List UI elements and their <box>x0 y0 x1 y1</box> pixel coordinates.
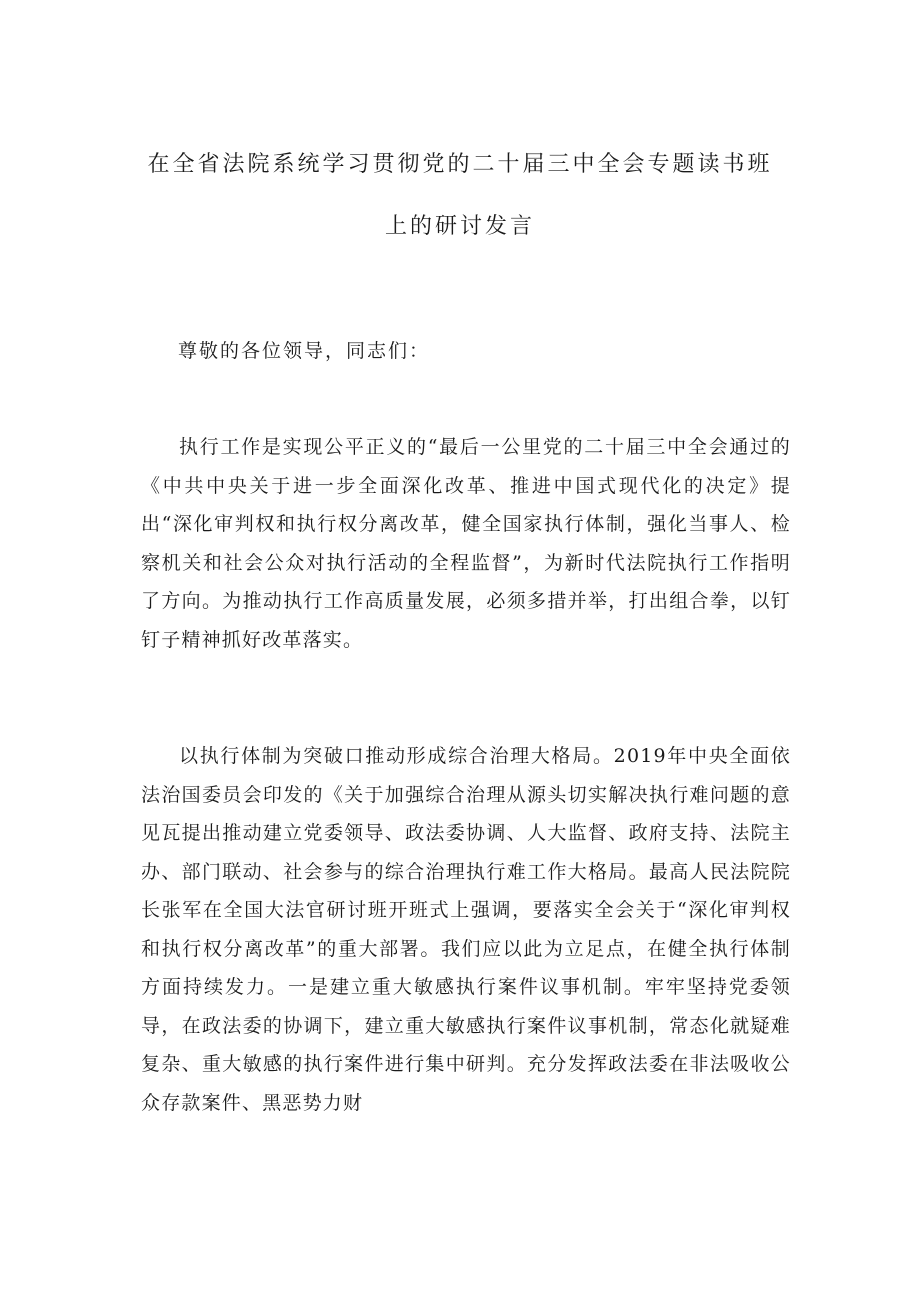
paragraph-2: 以执行体制为突破口推动形成综合治理大格局。2019年中央全面依法治国委员会印发的《关于加强综合治理从源头切实解决执行难问题的意见瓦提出推动建立党委领导、政法委协调、人大监督、政府支持、法院主办、部门联动、社会参与的综合治理执行难工作大格局。最高人民法院院长张军在全国大法官研讨班开班式上强调，要落实全会关于“深化审判权和执行权分离改革”的重大部署。我们应以此为立足点，在健全执行体制方面持续发力。一是建立重大敏感执行案件议事机制。牢牢坚持党委领导，在政法委的协调下，建立重大敏感执行案件议事机制，常态化就疑难复杂、重大敏感的执行案件进行集中研判。充分发挥政法委在非法吸收公众存款案件、黑恶势力财 <box>141 745 791 1114</box>
document-title-line-2: 上的研讨发言 <box>384 214 535 239</box>
document-title-line-1: 在全省法院系统学习贯彻党的二十届三中全会专题读书班 <box>147 152 773 177</box>
paragraph-1: 执行工作是实现公平正义的“最后一公里党的二十届三中全会通过的《中共中央关于进一步全面深化改革、推进中国式现代化的决定》提出“深化审判权和执行权分离改革，健全国家执行体制，强化当事人、检察机关和社会公众对执行活动的全程监督”，为新时代法院执行工作指明了方向。为推动执行工作高质量发展，必须多措并举，打出组合拳，以钉钉子精神抓好改革落实。 <box>141 436 791 651</box>
salutation: 尊敬的各位领导，同志们： <box>178 340 431 362</box>
